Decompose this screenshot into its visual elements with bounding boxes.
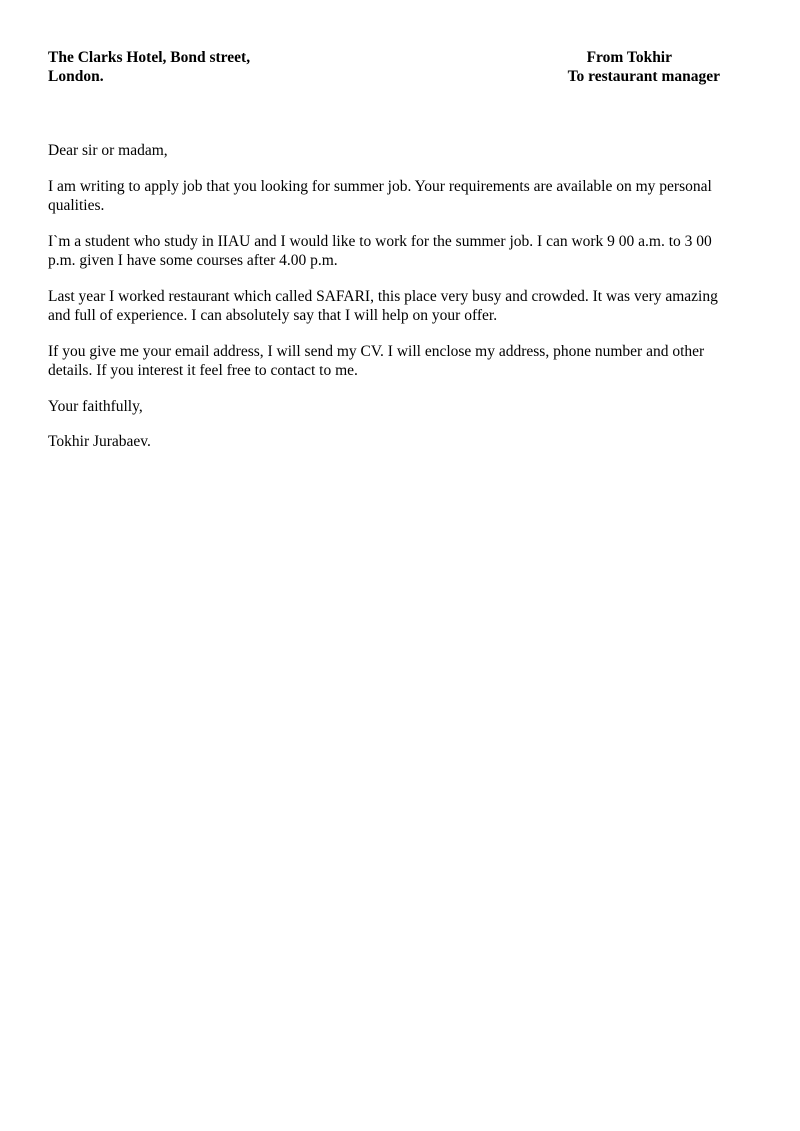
- paragraph-experience: Last year I worked restaurant which called SAFARI, this place very busy and crowded. It was very amazing and full of experience. I can absolutely say that I will help on your offer.: [48, 287, 718, 324]
- sender-line-1: From Tokhir: [586, 49, 672, 66]
- paragraph-availability: I`m a student who study in IIAU and I would like to work for the summer job. I can work 9 00 a.m. to 3 00 p.m. given I have some courses after 4.00 p.m.: [48, 232, 712, 269]
- paragraph-contact: If you give me your email address, I will send my CV. I will enclose my address, phone number and other details. If you interest it feel free to contact to me.: [48, 342, 705, 379]
- sender-block: [568, 48, 720, 86]
- salutation: Dear sir or madam,: [48, 142, 168, 159]
- recipient-address: [48, 48, 250, 86]
- closing: Your faithfully,: [48, 397, 143, 415]
- paragraph-intro: I am writing to apply job that you looking for summer job. Your requirements are available on my personal qualities.: [48, 177, 712, 214]
- sender-line-2: To restaurant manager: [567, 68, 720, 85]
- recipient-address-line-2: London.: [48, 68, 104, 85]
- signature: Tokhir Jurabaev.: [48, 433, 151, 450]
- recipient-address-line-1: The Clarks Hotel, Bond street,: [48, 49, 251, 66]
- letter-body: [48, 141, 728, 468]
